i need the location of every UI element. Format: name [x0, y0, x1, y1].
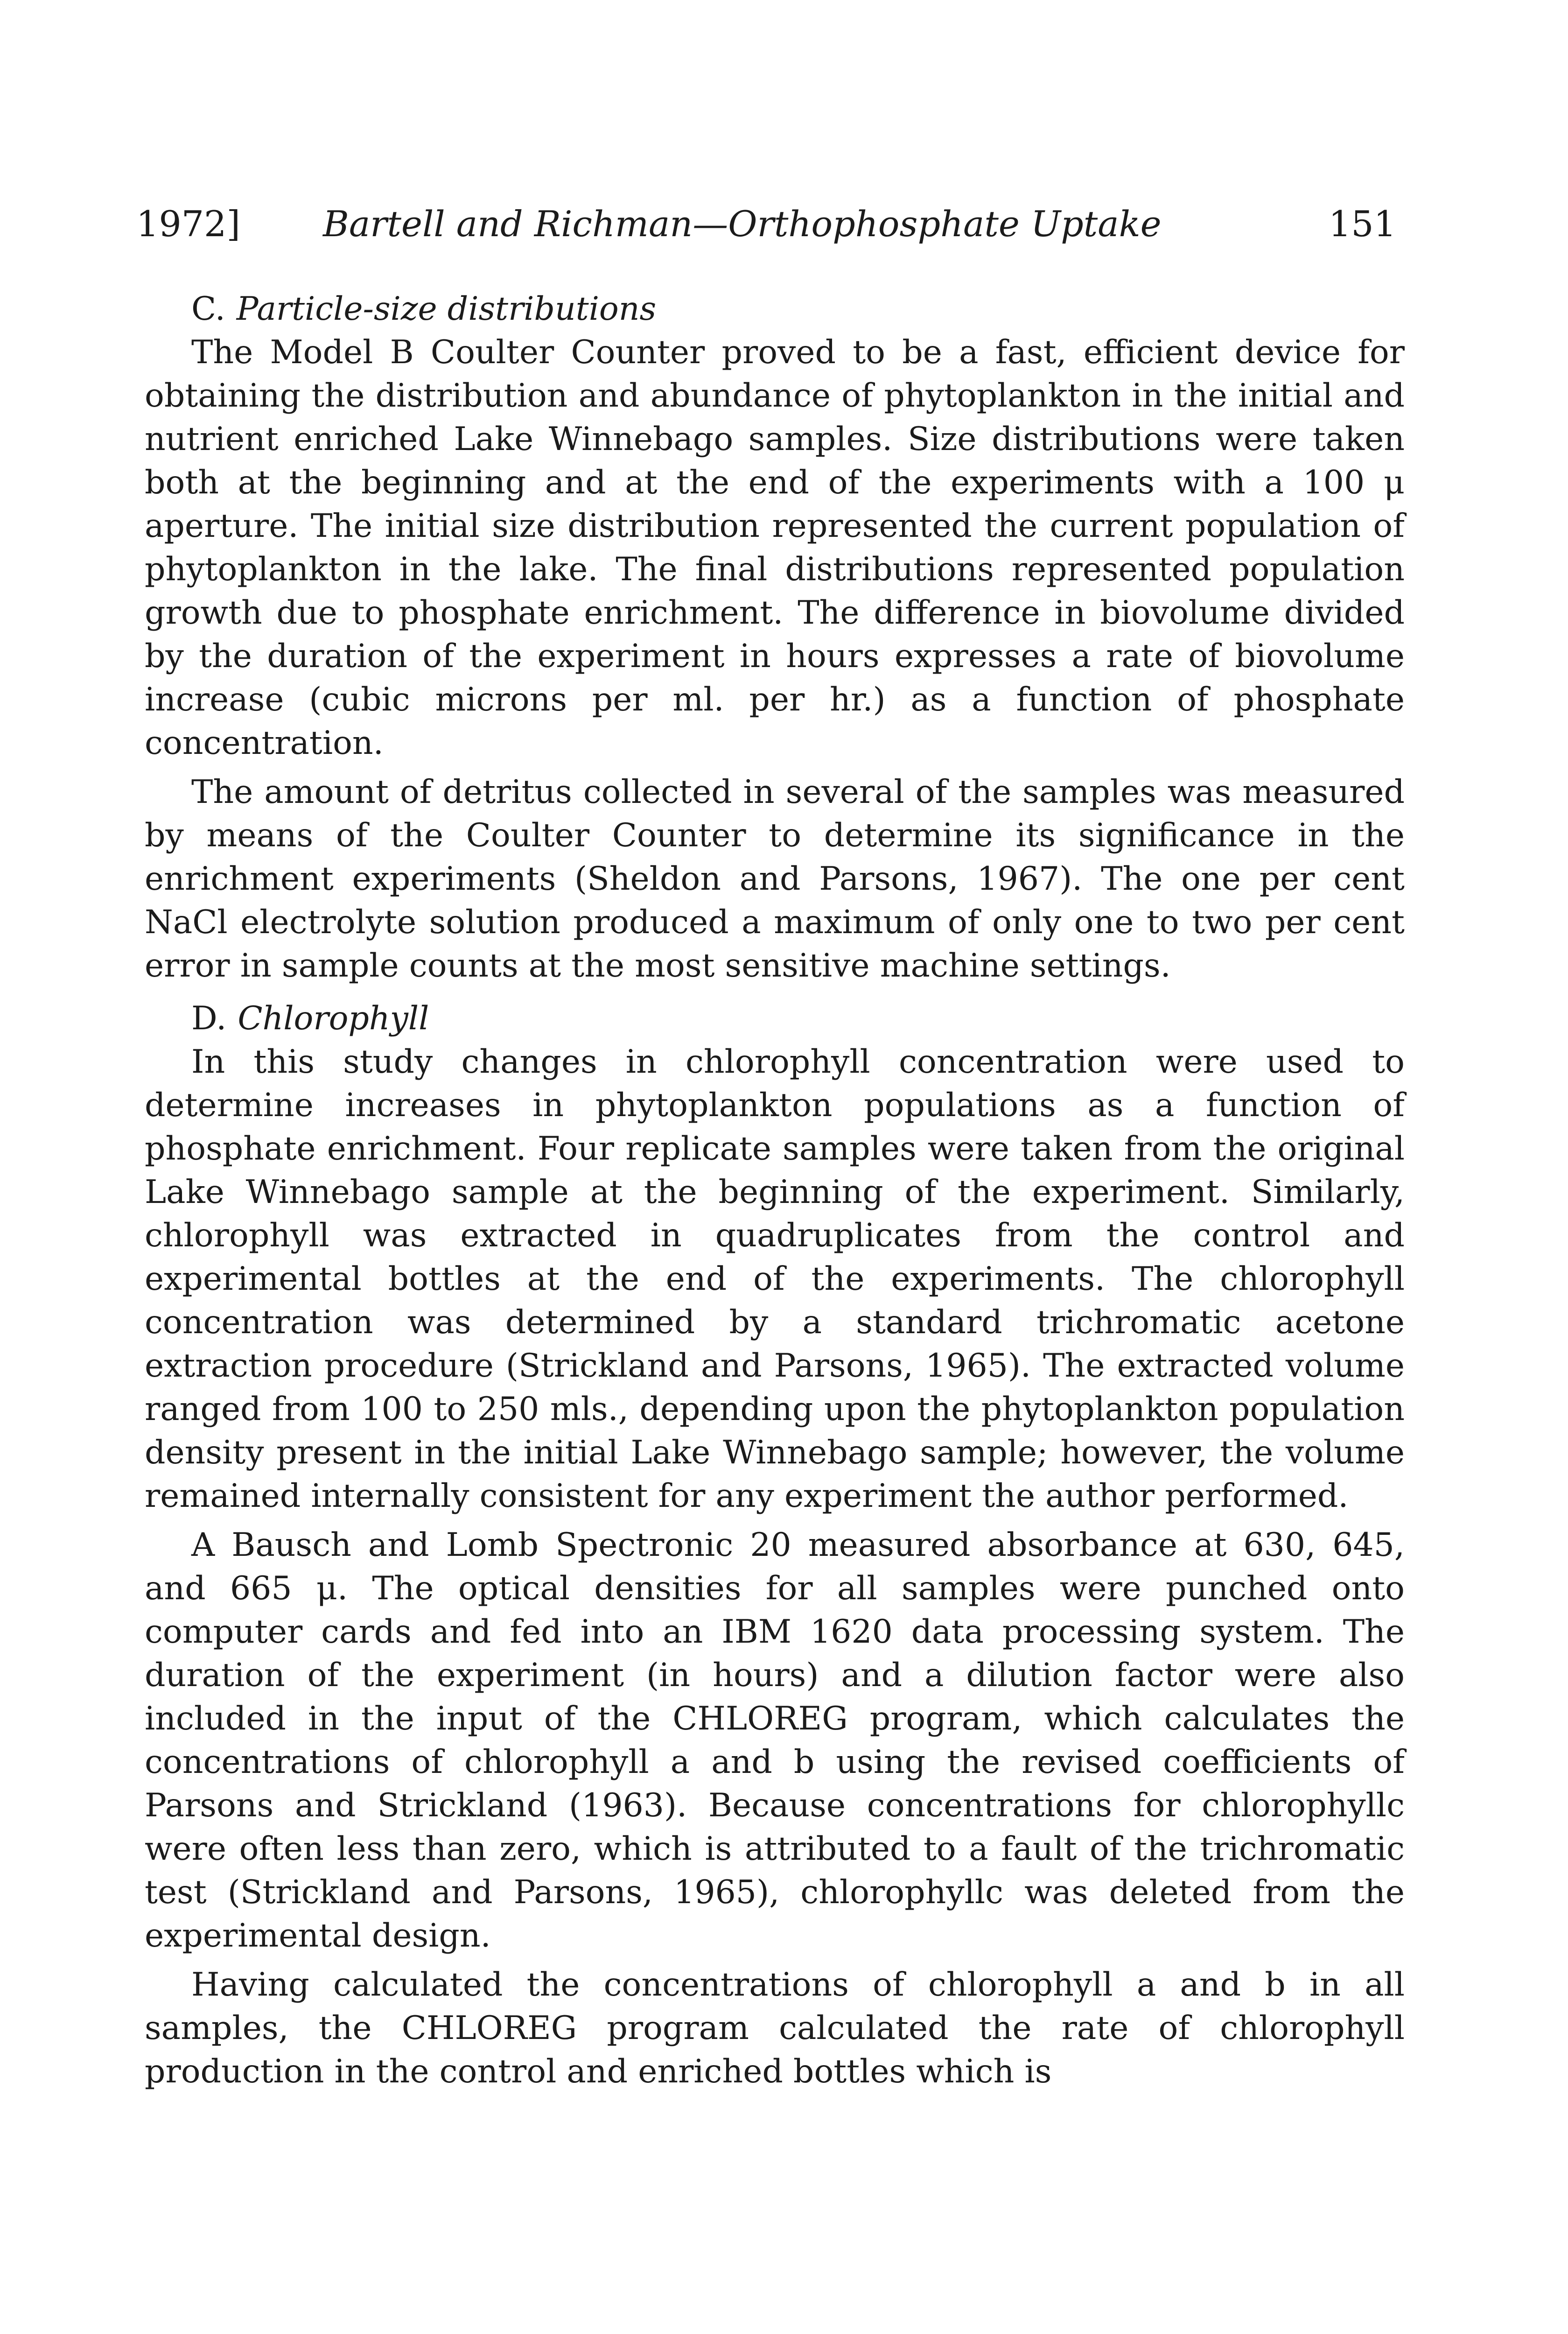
- running-title: Bartell and Richman—Orthophosphate Uptake: [323, 203, 1162, 245]
- section-title: Chlorophyll: [238, 999, 429, 1037]
- section-label: C.: [191, 290, 225, 328]
- section-title: Particle-size distributions: [236, 290, 657, 328]
- paragraph: The Model B Coulter Counter proved to be a fast, efficient device for obtaining the distribution and abundance of phytoplankton in the initial and nutrient enriched Lake Winnebago samples. Size distributions were taken both at the beginning and at the end of the experiments with a 100 μ aperture. The initial size distribution represented the current population of phytoplankton in the lake. The final distributions represented population growth due to phosphate enrichment. The difference in biovolume divided by the duration of the experiment in hours expresses a rate of biovolume increase (cubic microns per ml. per hr.) as a function of phosphate concentration.: [145, 333, 1405, 762]
- paragraph: In this study changes in chlorophyll concentration were used to determine increases in phytoplankton populations as a function of phosphate enrichment. Four replicate samples were taken from the original Lake Winnebago sample at the beginning of the experiment. Similarly, chlorophyll was extracted in quadruplicates from the control and experimental bottles at the end of the experiments. The chlorophyll concentration was determined by a standard trichromatic acetone extraction procedure (Strickland and Parsons, 1965). The extracted volume ranged from 100 to 250 mls., depending upon the phytoplankton population density present in the initial Lake Winnebago sample; however, the volume remained internally consistent for any experiment the author performed.: [145, 1043, 1405, 1515]
- paragraph: The amount of detritus collected in several of the samples was measured by means of the Coulter Counter to determine its significance in the enrichment experiments (Sheldon and Parsons, 1967). The one per cent NaCl electrolyte solution produced a maximum of only one to two per cent error in sample counts at the most sensitive machine settings.: [145, 773, 1405, 984]
- page-number: 151: [1328, 203, 1396, 245]
- paragraph: A Bausch and Lomb Spectronic 20 measured absorbance at 630, 645, and 665 μ. The optical densities for all samples were punched onto computer cards and fed into an IBM 1620 data processing system. The duration of the experiment (in hours) and a dilution factor were also included in the input of the CHLOREG program, which calculates the concentrations of chlorophyll a and b using the revised coefficients of Parsons and Strickland (1963). Because concentrations for chlorophyllc were often less than zero, which is attributed to a fault of the trichromatic test (Strickland and Parsons, 1965), chlorophyllc was deleted from the experimental design.: [145, 1526, 1405, 1954]
- section-heading-chlorophyll: [191, 997, 1405, 1040]
- paragraph: Having calculated the concentrations of chlorophyll a and b in all samples, the CHLOREG program calculated the rate of chlorophyll production in the control and enriched bottles which is: [145, 1966, 1405, 2090]
- section-heading-particle-size: [191, 287, 1405, 330]
- section-label: D.: [191, 999, 227, 1037]
- header-year: 1972]: [136, 203, 241, 245]
- running-header: [136, 198, 1396, 250]
- body-text: [145, 287, 1405, 2093]
